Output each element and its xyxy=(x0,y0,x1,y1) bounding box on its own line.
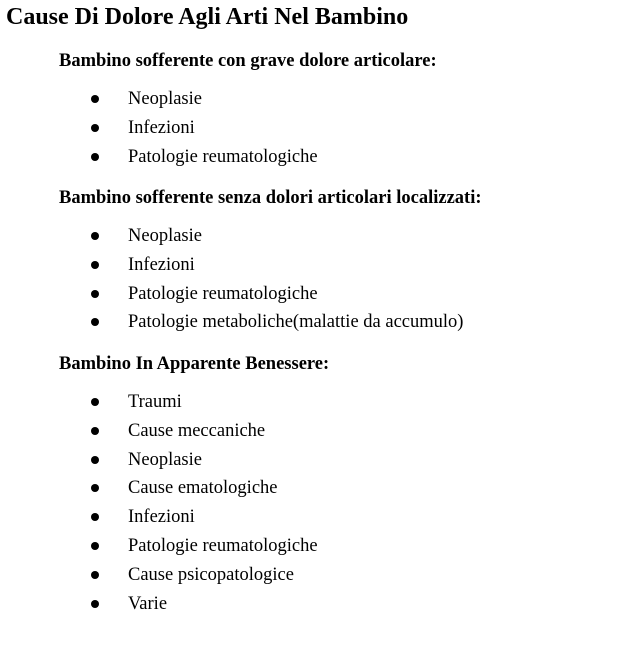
list-item-text: Cause meccaniche xyxy=(128,420,266,441)
list-item-text: Neoplasie xyxy=(128,89,202,109)
list-item-text: Cause ematologiche xyxy=(128,478,278,499)
bullet-icon xyxy=(91,290,99,298)
section-heading: Bambino In Apparente Benessere: xyxy=(59,354,330,374)
section-heading: Bambino sofferente con grave dolore articolare: xyxy=(59,51,437,71)
list-item-text: Neoplasie xyxy=(128,449,202,470)
list-item-text: Patologie metaboliche(malattie da accumulo) xyxy=(128,312,464,333)
list-item-text: Patologie reumatologiche xyxy=(128,146,318,167)
bullet-icon xyxy=(91,542,99,550)
list-item-text: Infezioni xyxy=(128,507,195,528)
page-title: Cause Di Dolore Agli Arti Nel Bambino xyxy=(6,4,409,30)
bullet-icon xyxy=(91,318,99,326)
list-item-text: Varie xyxy=(128,593,168,614)
list-item-text: Traumi xyxy=(128,392,182,412)
bullet-icon xyxy=(91,571,99,579)
bullet-icon xyxy=(91,95,99,103)
bullet-icon xyxy=(91,232,99,240)
bullet-icon xyxy=(91,124,99,132)
bullet-icon xyxy=(91,427,99,435)
section-heading: Bambino sofferente senza dolori articolari localizzati: xyxy=(59,188,482,208)
bullet-icon xyxy=(91,398,99,406)
list-item-text: Patologie reumatologiche xyxy=(128,535,318,556)
list-item-text: Cause psicopatologice xyxy=(128,564,294,585)
list-item-text: Infezioni xyxy=(128,254,195,275)
bullet-icon xyxy=(91,261,99,269)
bullet-icon xyxy=(91,513,99,521)
bullet-icon xyxy=(91,153,99,161)
bullet-icon xyxy=(91,600,99,608)
bullet-icon xyxy=(91,484,99,492)
list-item-text: Neoplasie xyxy=(128,226,202,246)
bullet-icon xyxy=(91,456,99,464)
list-item-text: Infezioni xyxy=(128,117,195,138)
list-item-text: Patologie reumatologiche xyxy=(128,283,318,304)
